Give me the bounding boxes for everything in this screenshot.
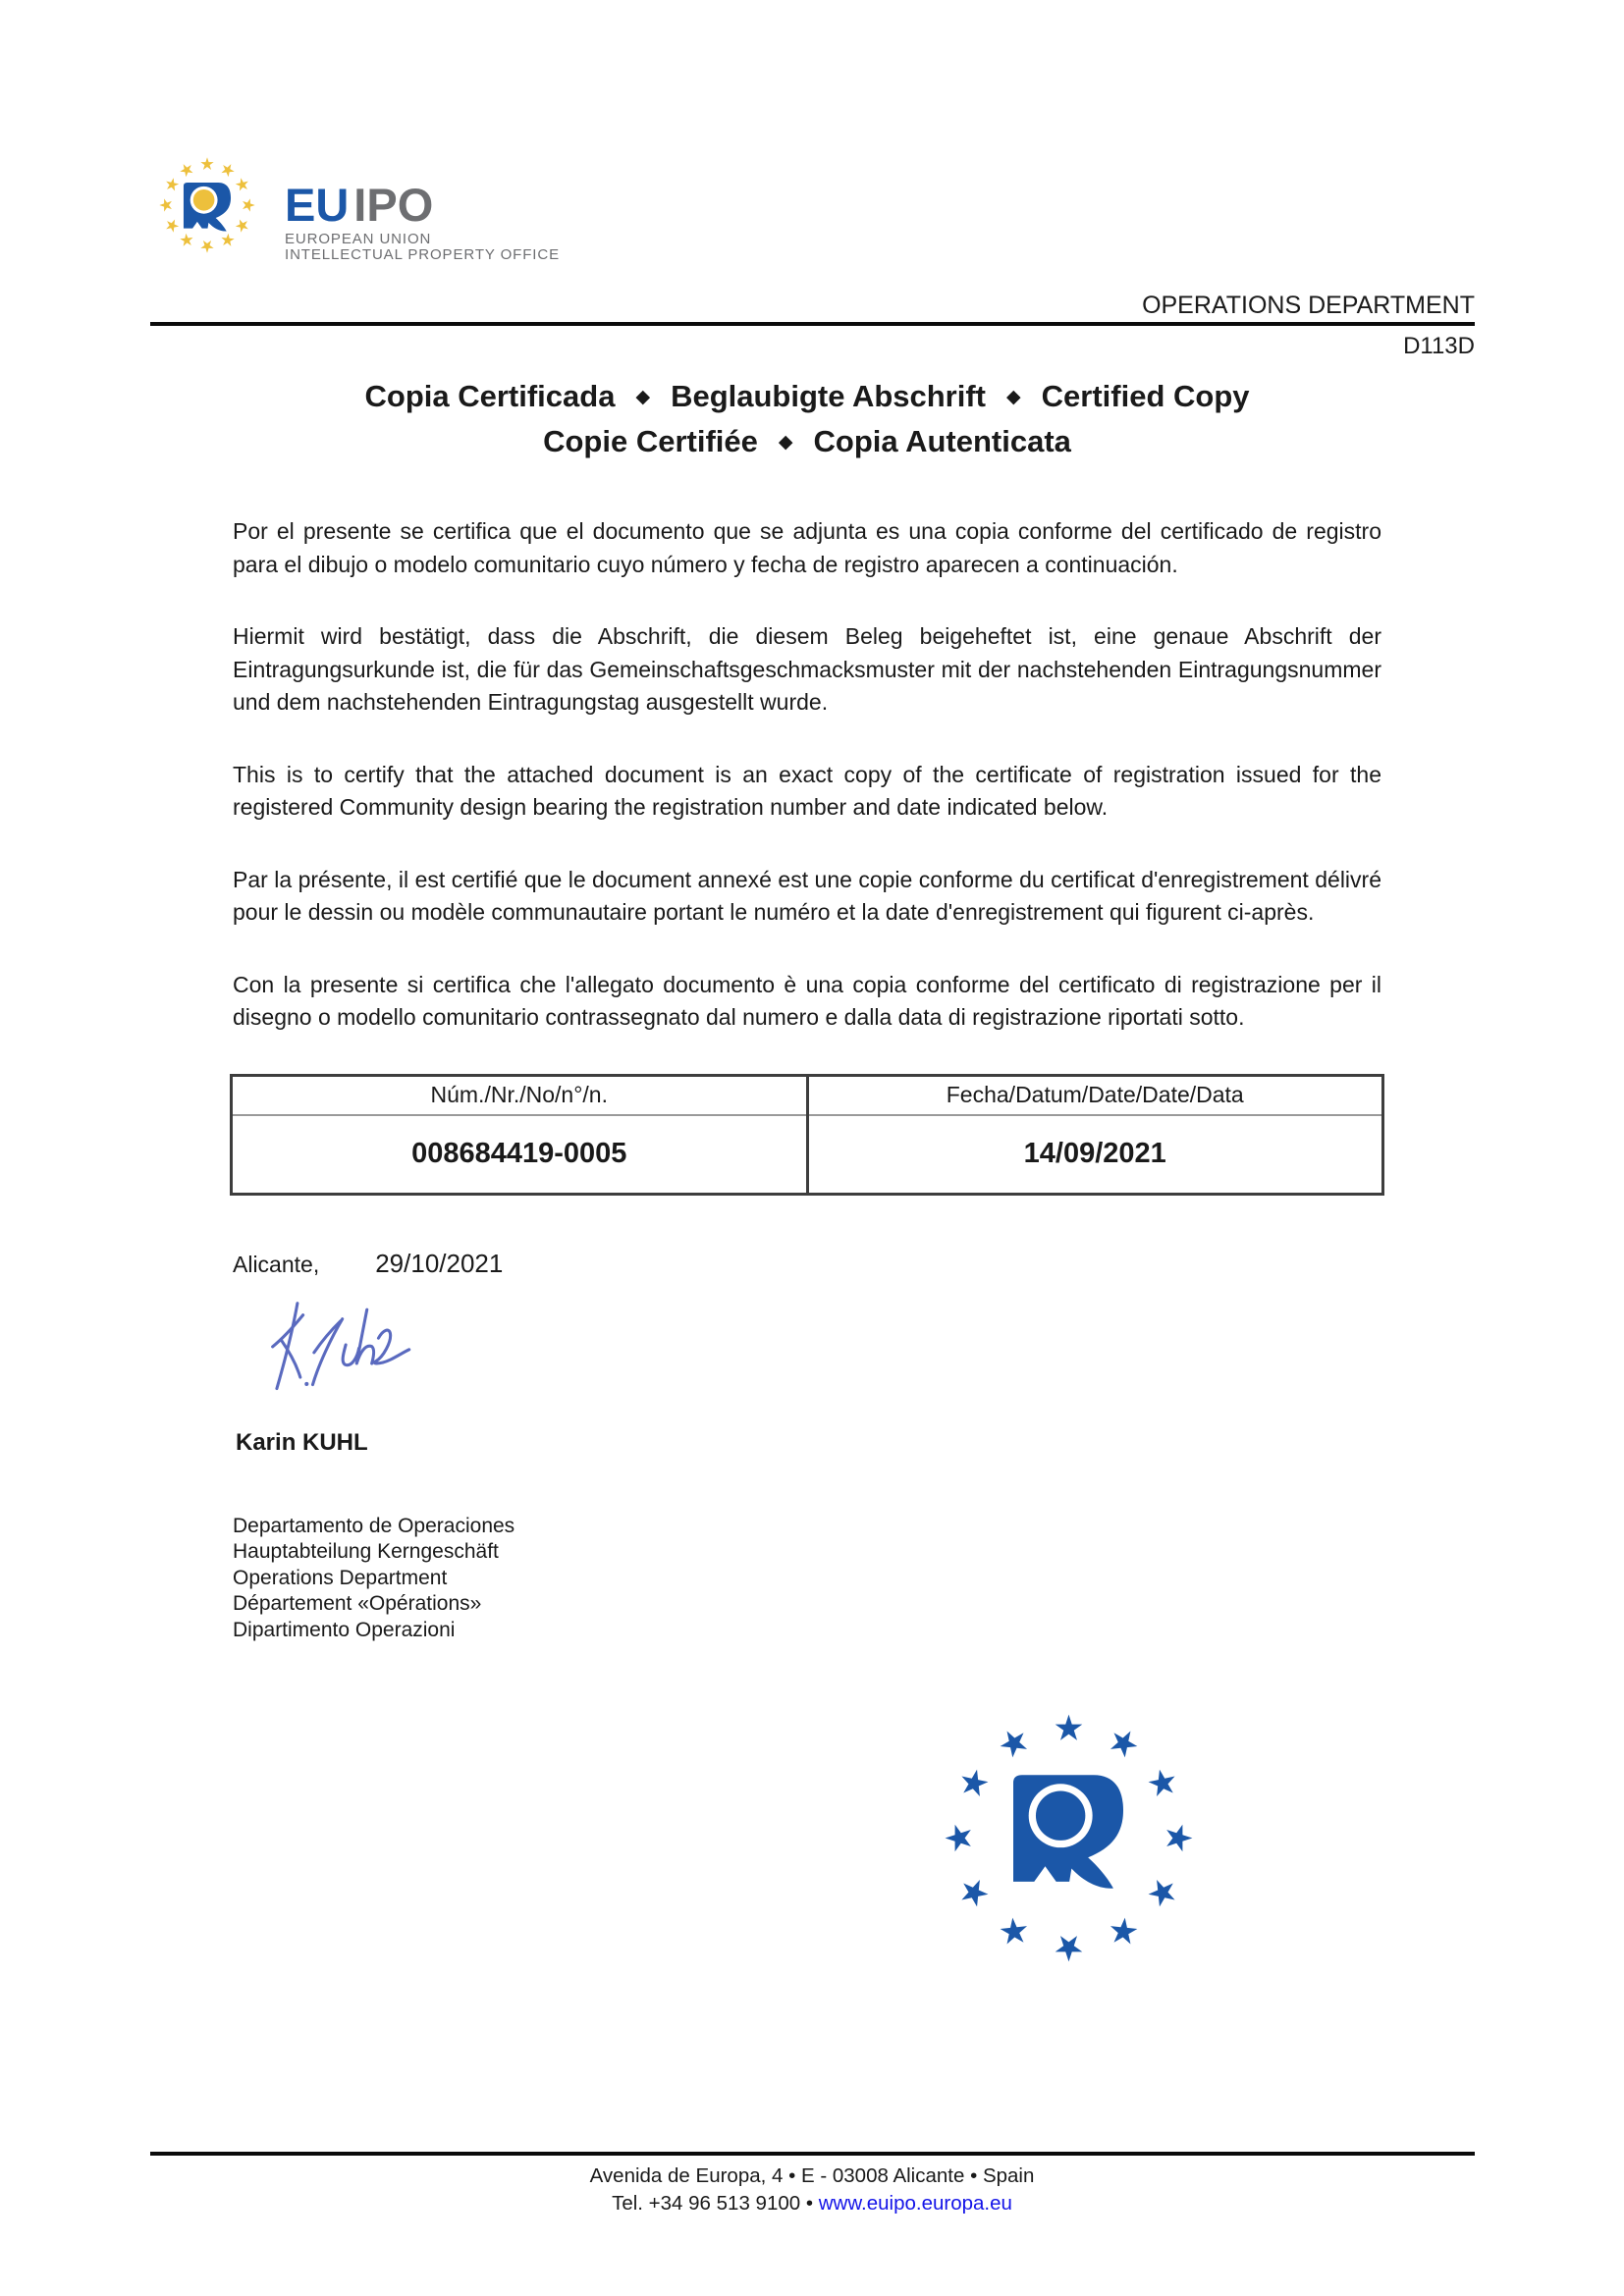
footer-website-link[interactable]: www.euipo.europa.eu — [818, 2191, 1012, 2215]
title-it: Copia Autenticata — [813, 424, 1071, 458]
euipo-wordmark — [285, 179, 560, 263]
date-column-header: Fecha/Datum/Date/Date/Data — [807, 1075, 1383, 1115]
department-es: Departamento de Operaciones — [233, 1514, 515, 1537]
document-title — [233, 376, 1381, 466]
euipo-emblem — [155, 153, 259, 257]
paragraph-italian: Con la presente si certifica che l'allegato documento è una copia conforme del certificato di registrazione per il disegno o modello comunitario contrassegnato dal numero e dalla data di registrazione riportati sotto. — [233, 971, 1381, 1030]
euro-star-icon — [1144, 1763, 1183, 1802]
department-list — [233, 1514, 1381, 1644]
registration-number: 008684419-0005 — [232, 1115, 808, 1195]
registered-design-r-icon — [1013, 1775, 1123, 1890]
footer-address: Avenida de Europa, 4 • E - 03008 Alicante • Spain — [589, 2164, 1035, 2187]
euro-star-icon — [953, 1873, 993, 1912]
registration-date: 14/09/2021 — [807, 1115, 1383, 1195]
registered-design-r-icon — [183, 183, 232, 232]
signer-name: Karin KUHL — [236, 1428, 368, 1456]
footer-separator: • — [805, 2191, 814, 2215]
title-en: Certified Copy — [1041, 379, 1250, 413]
euro-star-icon — [994, 1723, 1033, 1762]
euro-star-icon — [218, 232, 237, 250]
paragraph-english: This is to certify that the attached document is an exact copy of the certificate of registration issued for the registered Community design bearing the registration number and date indicated below. — [233, 761, 1381, 820]
euro-star-icon — [1055, 1934, 1083, 1962]
euro-star-icon — [242, 198, 255, 212]
euro-star-icon — [1104, 1723, 1143, 1762]
signing-date: 29/10/2021 — [375, 1248, 504, 1278]
number-column-header: Núm./Nr./No/n°/n. — [232, 1075, 808, 1115]
logo-subtitle-2: INTELLECTUAL PROPERTY OFFICE — [285, 245, 560, 263]
document-body — [233, 376, 1381, 1643]
registration-table — [230, 1074, 1384, 1196]
title-fr: Copie Certifiée — [543, 424, 758, 458]
handwritten-signature — [259, 1288, 431, 1397]
department-en: Operations Department — [233, 1566, 448, 1589]
diamond-separator-icon: ◆ — [635, 387, 651, 407]
paragraph-french: Par la présente, il est certifié que le document annexé est une copie conforme du certificat d'enregistrement délivré pour le dessin ou modèle communautaire portant le numéro et la date d'enregistrement qui figurent ci-après. — [233, 866, 1381, 925]
paragraph-german: Hiermit wird bestätigt, dass die Abschrift, die diesem Beleg beigeheftet ist, eine genaue Abschrift der Eintragungsurkunde ist, die für das Gemeinschaftsgeschmacksmuster mit der nachstehenden Eintragungsnummer und dem nachstehenden Eintragungstag ausgestellt wurde. — [233, 623, 1381, 715]
wordmark-ipo: IPO — [353, 179, 434, 231]
department-de: Hauptabteilung Kerngeschäft — [233, 1540, 499, 1563]
logo-subtitle-1: EUROPEAN UNION — [285, 231, 432, 247]
department-header: OPERATIONS DEPARTMENT — [1142, 292, 1475, 319]
euro-star-icon — [953, 1763, 993, 1802]
table-header-row — [232, 1075, 1383, 1115]
euro-star-icon — [218, 160, 237, 179]
euro-star-icon — [177, 160, 195, 179]
euro-star-icon — [200, 240, 214, 253]
euro-star-icon — [945, 1824, 973, 1852]
signing-place: Alicante, — [233, 1251, 320, 1277]
euro-star-icon — [1144, 1873, 1183, 1912]
diamond-separator-icon: ◆ — [778, 432, 793, 453]
euro-star-icon — [162, 175, 181, 193]
footer — [0, 2163, 1624, 2216]
certification-paragraphs — [233, 515, 1381, 1035]
euro-star-icon — [177, 232, 195, 250]
euro-star-icon — [1055, 1714, 1083, 1742]
euro-star-icon — [994, 1913, 1033, 1952]
place-date-line — [233, 1249, 1381, 1279]
table-value-row — [232, 1115, 1383, 1195]
form-code: D113D — [1403, 333, 1475, 359]
title-line-1 — [233, 376, 1381, 421]
department-fr: Département «Opérations» — [233, 1592, 482, 1615]
title-de: Beglaubigte Abschrift — [671, 379, 987, 413]
footer-divider — [150, 2152, 1475, 2156]
department-it: Dipartimento Operazioni — [233, 1618, 456, 1641]
diamond-separator-icon: ◆ — [1006, 387, 1021, 407]
euro-star-icon — [234, 175, 252, 193]
euro-star-icon — [200, 157, 214, 171]
registered-design-seal — [911, 1681, 1225, 1995]
euro-star-icon — [162, 216, 181, 235]
header-divider — [150, 322, 1475, 326]
euro-star-icon — [1164, 1824, 1193, 1852]
footer-phone: Tel. +34 96 513 9100 — [612, 2191, 801, 2215]
euro-star-icon — [1104, 1913, 1143, 1952]
euro-star-icon — [234, 216, 252, 235]
euipo-logo — [155, 153, 560, 262]
footer-contact — [0, 2190, 1624, 2217]
wordmark-eu: EU — [285, 179, 350, 231]
title-es: Copia Certificada — [364, 379, 616, 413]
title-line-2 — [233, 421, 1381, 466]
paragraph-spanish: Por el presente se certifica que el documento que se adjunta es una copia conforme del certificado de registro para el dibujo o modelo comunitario cuyo número y fecha de registro aparecen a continuación. — [233, 518, 1381, 577]
euro-star-icon — [159, 198, 173, 212]
